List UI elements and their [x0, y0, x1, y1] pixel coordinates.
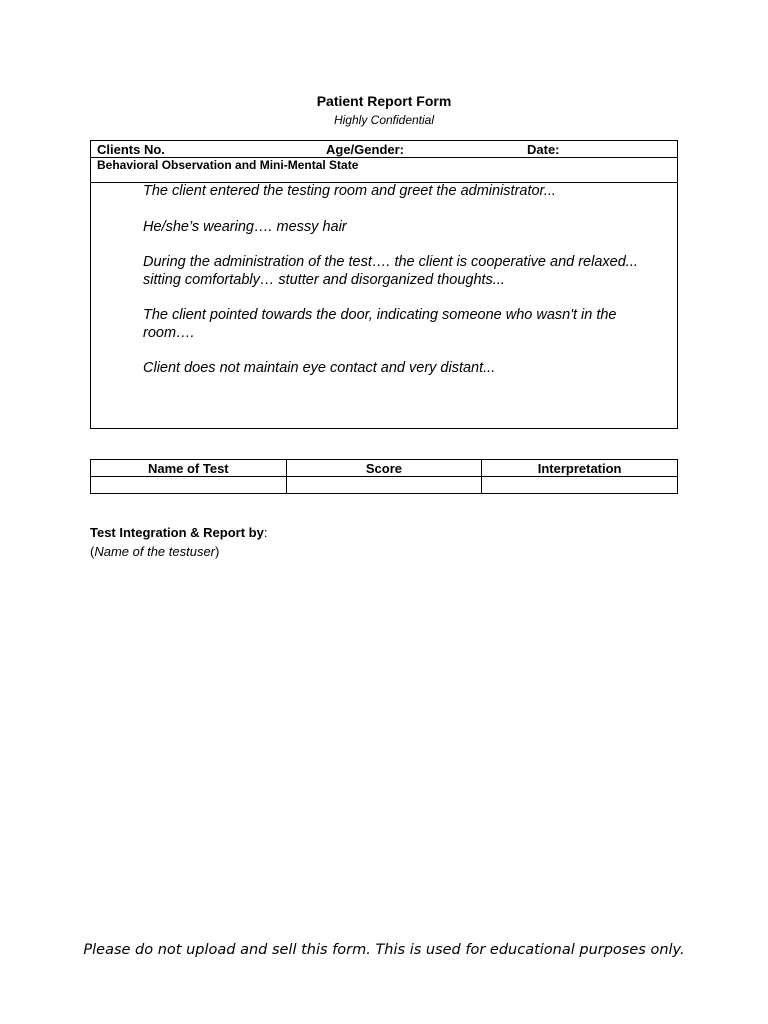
observation-line: During the administration of the test…. the client is cooperative and relaxed... sitting comfortably… stutter and disorganized thoughts... [143, 254, 638, 288]
clients-no-label: Clients No. [97, 142, 165, 157]
age-gender-label: Age/Gender: [326, 142, 405, 157]
close-paren: ) [215, 544, 220, 559]
observation-notes [91, 183, 677, 378]
form-subtitle: Highly Confidential [333, 113, 435, 127]
table-cell-score [286, 477, 482, 494]
tests-table [90, 459, 678, 494]
column-header-interpretation: Interpretation [482, 460, 678, 477]
observation-line: The client entered the testing room and greet the administrator... [143, 183, 556, 199]
table-header-row [91, 460, 678, 477]
report-by-colon: : [263, 525, 268, 540]
testuser-name-text: Name of the testuser [94, 544, 216, 559]
patient-info-box [90, 140, 678, 429]
observation-line: The client pointed towards the door, indicating someone who wasn't in the room…. [143, 307, 617, 341]
observation-section-title: Behavioral Observation and Mini-Mental State [91, 158, 677, 183]
open-paren: ( [90, 544, 95, 559]
table-cell-name-of-test [91, 477, 287, 494]
report-by-text: Test Integration & Report by [90, 525, 264, 540]
column-header-name-of-test: Name of Test [91, 460, 287, 477]
patient-info-header [91, 141, 677, 158]
date-label: Date: [527, 142, 560, 157]
observation-line: He/she’s wearing…. messy hair [143, 218, 347, 235]
testuser-placeholder [90, 544, 219, 559]
form-title: Patient Report Form [316, 93, 452, 109]
report-by-label [90, 525, 267, 540]
table-row [91, 477, 678, 494]
footer-notice: Please do not upload and sell this form. This is used for educational purposes only. [83, 942, 685, 958]
observation-line: Client does not maintain eye contact and very distant... [143, 360, 496, 376]
column-header-score: Score [286, 460, 482, 477]
table-cell-interpretation [482, 477, 678, 494]
